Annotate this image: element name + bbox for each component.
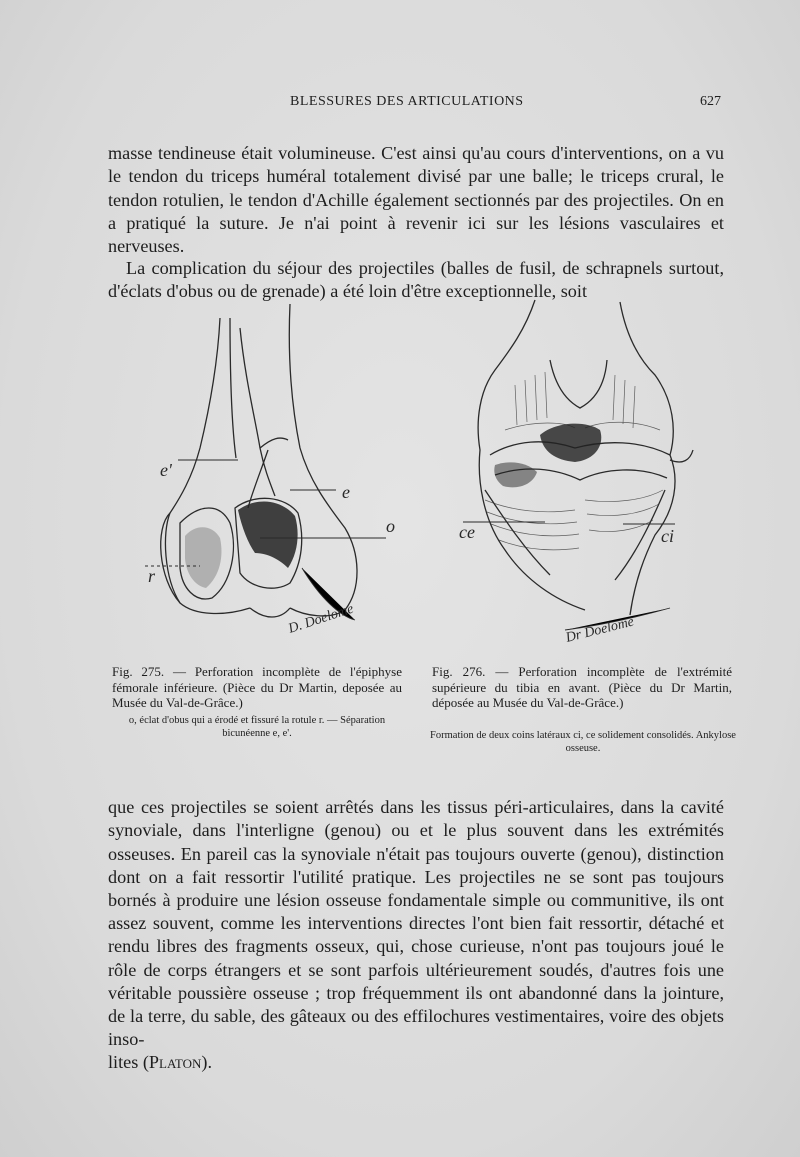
figure-276-caption-text: — Perforation incomplète de l'extrémité supérieure du tibia en avant. (Pièce du Dr Martin, déposée au Musée du Val-de-Grâce.) [432, 664, 732, 711]
paragraph-3 [108, 796, 724, 1074]
label-o: o [386, 516, 395, 536]
paragraph-1: masse tendineuse était volumineuse. C'est ainsi qu'au cours d'interventions, on a vu le tendon du triceps huméral totalement divisé par une balle; le triceps crural, le tendon rotulien, le tendon d'Achille également sectionnés par des projectiles. On en a pratiqué la suture. Je n'ai point à revenir ici sur les lésions vasculaires et nerveuses. [108, 143, 724, 256]
figure-276-caption [432, 664, 732, 711]
paragraph-2: La complication du séjour des projectiles (balles de fusil, de schrapnels surtout, d'éclats d'obus ou de grenade) a été loin d'être exceptionnelle, soit [108, 258, 724, 302]
label-ci: ci [661, 526, 674, 546]
author-citation: Platon [148, 1052, 202, 1073]
femur-drawing [140, 298, 410, 660]
paragraph-3-close: ). [201, 1052, 213, 1073]
figure-275-caption-text: — Perforation incomplète de l'épiphyse fémorale inférieure. (Pièce du Dr Martin, deposée au Musée du Val-de-Grâce.) [112, 664, 402, 711]
running-title: BLESSURES DES ARTICULATIONS [290, 94, 524, 109]
label-r: r [148, 566, 156, 586]
label-e-prime: e' [160, 460, 172, 480]
figure-275-caption [112, 664, 402, 711]
figure-275-note: o, éclat d'obus qui a érodé et fissuré la rotule r. — Séparation bicunéenne e, e'. [128, 715, 386, 739]
label-ce: ce [459, 522, 475, 542]
figure-276-signature: Dr Doelome [564, 614, 636, 646]
paragraph-3-end: lites ( [108, 1052, 149, 1073]
figure-275-illustration [140, 298, 410, 660]
page-number: 627 [700, 94, 721, 109]
figure-275-number: Fig. 275. [112, 664, 165, 679]
figure-276-note: Formation de deux coins latéraux ci, ce solidement consolidés. Ankylose osseuse. [430, 730, 736, 754]
label-e: e [342, 482, 350, 502]
figure-275-signature: D. Doelome [286, 601, 356, 637]
figure-276-illustration [455, 290, 715, 662]
paragraph-3-text: que ces projectiles se soient arrêtés dans les tissus péri-articulaires, dans la cavité synoviale, dans l'interligne (genou) ou et le plus souvent dans les extrémités osseuses. En pareil cas la synoviale n'était pas toujours ouverte (genou), distinction dont on a fait ressortir l'utilité pratique. Les projectiles ne se sont pas toujours bornés à produire une lésion osseuse fondamentale simple ou communitive, ils ont assez souvent, comme les interventions directes l'ont bien fait ressortir, détaché et rendu libres des fragments osseux, qui, chose curieuse, n'ont pas toujours joué le rôle de corps étrangers et se sont parfois ultérieurement soudés, d'autres fois une véritable poussière osseuse ; trop fréquemment ils ont abandonné dans la jointure, de la terre, du sable, des gâteaux ou des effilochures vestimentaires, voire des objets inso- [108, 797, 724, 1050]
figure-276-number: Fig. 276. [432, 664, 486, 679]
tibia-drawing [455, 290, 715, 662]
